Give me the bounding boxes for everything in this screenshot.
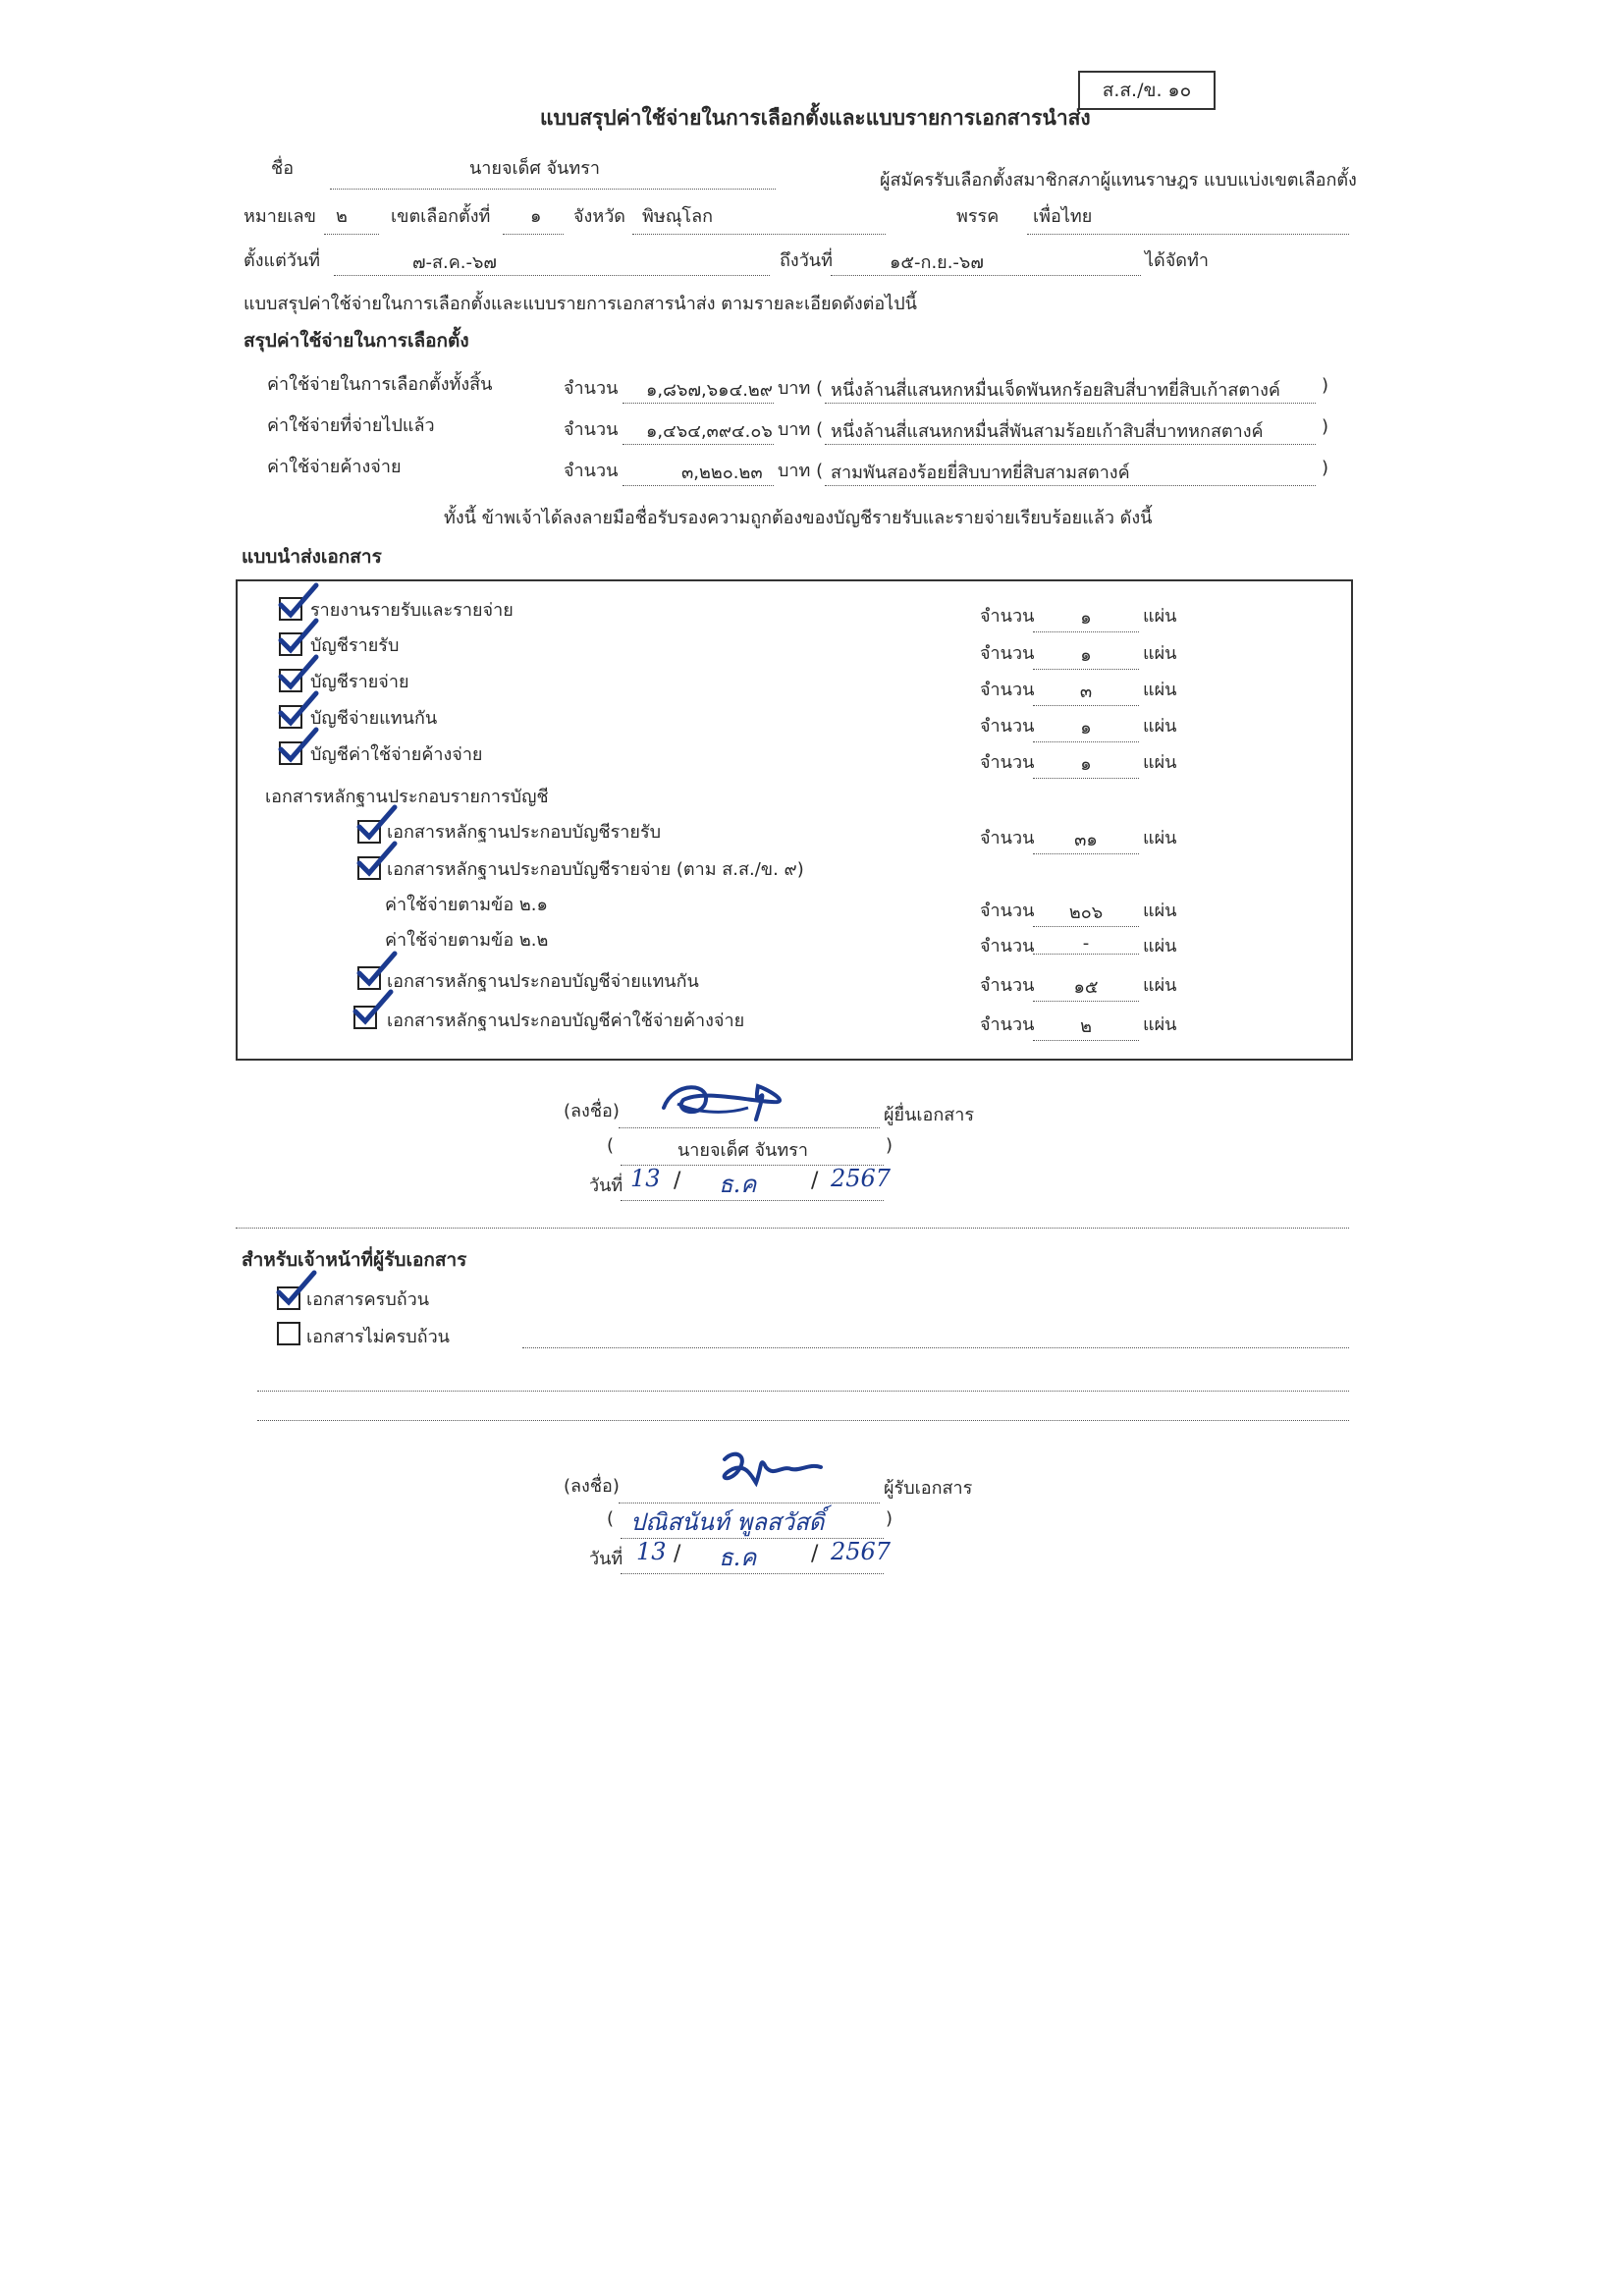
- amount-line: [623, 444, 774, 445]
- document-label: บัญชีจ่ายแทนกัน: [310, 708, 438, 729]
- to-date: ๑๕-ก.ย.-๖๗: [890, 252, 984, 273]
- from-label: ตั้งแต่วันที่: [244, 250, 321, 271]
- open-paren: (: [607, 1135, 615, 1156]
- amount-label: จำนวน: [980, 716, 1035, 737]
- evidence-label: ค่าใช้จ่ายตามข้อ ๒.๑: [385, 895, 548, 915]
- number-line: [324, 234, 379, 235]
- evidence-qty: -: [1033, 933, 1139, 955]
- officer-date-month: ธ.ค: [719, 1544, 757, 1571]
- amount-label: จำนวน: [980, 1014, 1035, 1035]
- close-paren: ): [886, 1135, 893, 1156]
- summary-amount: ๑,๘๖๗,๖๑๔.๒๙: [646, 380, 773, 401]
- unit-label: แผ่น: [1143, 936, 1177, 957]
- complete-label: เอกสารครบถ้วน: [306, 1289, 430, 1310]
- amount-label: จำนวน: [980, 901, 1035, 921]
- date-slash: /: [674, 1542, 681, 1566]
- summary-label: ค่าใช้จ่ายค้างจ่าย: [267, 457, 402, 477]
- officer-date-line: [621, 1573, 884, 1574]
- baht-label: บาท (: [778, 378, 824, 399]
- officer-signature: [707, 1438, 835, 1497]
- summary-amount: ๑,๔๖๔,๓๙๔.๐๖: [646, 421, 773, 442]
- province-label: จังหวัด: [573, 206, 625, 227]
- unit-label: แผ่น: [1143, 606, 1177, 627]
- summary-words: หนึ่งล้านสี่แสนหกหมื่นสี่พันสามร้อยเก้าสิบสี่บาทหกสตางค์: [831, 421, 1264, 442]
- note-line: [257, 1391, 1349, 1392]
- section-divider: [236, 1228, 1349, 1229]
- amount-label: จำนวน: [980, 936, 1035, 957]
- amount-line: [623, 403, 774, 404]
- document-qty: ๓: [1033, 677, 1139, 706]
- evidence-heading: เอกสารหลักฐานประกอบรายการบัญชี: [265, 787, 549, 807]
- district-value: ๑: [530, 206, 542, 227]
- incomplete-label: เอกสารไม่ครบถ้วน: [306, 1327, 450, 1347]
- from-line: [334, 275, 770, 276]
- submitter-date-label: วันที่: [589, 1175, 623, 1196]
- officer-heading: สำหรับเจ้าหน้าที่ผู้รับเอกสาร: [242, 1249, 467, 1271]
- document-qty: ๑: [1033, 640, 1139, 670]
- document-label: บัญชีรายจ่าย: [310, 672, 409, 692]
- summary-label: ค่าใช้จ่ายที่จ่ายไปแล้ว: [267, 415, 435, 436]
- unit-label: แผ่น: [1143, 975, 1177, 996]
- amount-label: จำนวน: [564, 419, 619, 440]
- evidence-qty: ๑๕: [1033, 972, 1139, 1002]
- submitter-date-line: [621, 1200, 884, 1201]
- amount-label: จำนวน: [980, 828, 1035, 848]
- words-line: [825, 403, 1316, 404]
- evidence-label: ค่าใช้จ่ายตามข้อ ๒.๒: [385, 930, 549, 951]
- unit-label: แผ่น: [1143, 828, 1177, 848]
- evidence-qty: ๒๐๖: [1033, 898, 1139, 927]
- summary-amount: ๓,๒๒๐.๒๓: [681, 463, 763, 483]
- submitter-sign-line: [619, 1127, 880, 1128]
- date-slash: /: [811, 1169, 819, 1193]
- amount-label: จำนวน: [980, 752, 1035, 773]
- summary-words: หนึ่งล้านสี่แสนหกหมื่นเจ็ดพันหกร้อยสิบสี่บาทยี่สิบเก้าสตางค์: [831, 380, 1280, 401]
- summary-words: สามพันสองร้อยยี่สิบบาทยี่สิบสามสตางค์: [831, 463, 1130, 483]
- close-paren: ): [1322, 375, 1329, 396]
- words-line: [825, 444, 1316, 445]
- baht-label: บาท (: [778, 461, 824, 481]
- to-line: [831, 275, 1141, 276]
- evidence-qty: ๓๑: [1033, 825, 1139, 854]
- incomplete-checkbox[interactable]: [277, 1322, 300, 1345]
- officer-date-day: 13: [636, 1538, 667, 1565]
- submitter-name: นายจเด็ศ จันทรา: [677, 1140, 808, 1161]
- officer-date-label: วันที่: [589, 1549, 623, 1569]
- submitter-role: ผู้ยื่นเอกสาร: [884, 1105, 975, 1125]
- submitter-date-month: ธ.ค: [719, 1171, 757, 1198]
- amount-label: จำนวน: [980, 680, 1035, 700]
- amount-label: จำนวน: [564, 461, 619, 481]
- unit-label: แผ่น: [1143, 1014, 1177, 1035]
- amount-label: จำนวน: [564, 378, 619, 399]
- close-paren: ): [886, 1508, 893, 1529]
- evidence-label: เอกสารหลักฐานประกอบบัญชีจ่ายแทนกัน: [387, 971, 699, 992]
- officer-date-year: 2567: [831, 1538, 892, 1565]
- province-value: พิษณุโลก: [642, 206, 714, 227]
- candidate-role: ผู้สมัครรับเลือกตั้งสมาชิกสภาผู้แทนราษฎร แบบแบ่งเขตเลือกตั้ง: [880, 170, 1357, 191]
- close-paren: ): [1322, 416, 1329, 437]
- party-value: เพื่อไทย: [1033, 206, 1093, 227]
- name-label: ชื่อ: [271, 158, 295, 179]
- district-label: เขตเลือกตั้งที่: [391, 206, 491, 227]
- candidate-name: นายจเด็ศ จันทรา: [469, 158, 600, 179]
- amount-line: [623, 485, 774, 486]
- certify-text: ทั้งนี้ ข้าพเจ้าได้ลงลายมือชื่อรับรองความถูกต้องของบัญชีรายรับและรายจ่ายเรียบร้อยแล้ว ดังนี้: [444, 508, 1153, 528]
- document-qty: ๑: [1033, 749, 1139, 779]
- document-qty: ๑: [1033, 713, 1139, 742]
- amount-label: จำนวน: [980, 643, 1035, 664]
- number-label: หมายเลข: [244, 206, 316, 227]
- amount-label: จำนวน: [980, 606, 1035, 627]
- district-line: [503, 234, 564, 235]
- unit-label: แผ่น: [1143, 643, 1177, 664]
- date-slash: /: [811, 1542, 819, 1566]
- evidence-qty: ๒: [1033, 1011, 1139, 1041]
- name-line: [330, 189, 776, 190]
- date-slash: /: [674, 1169, 681, 1193]
- note-line: [257, 1420, 1349, 1421]
- intro-text: แบบสรุปค่าใช้จ่ายในการเลือกตั้งและแบบรายการเอกสารนำส่ง ตามรายละเอียดดังต่อไปนี้: [244, 294, 917, 314]
- evidence-label: เอกสารหลักฐานประกอบบัญชีรายจ่าย (ตาม ส.ส./ข. ๙): [387, 859, 804, 880]
- summary-heading: สรุปค่าใช้จ่ายในการเลือกตั้ง: [244, 330, 469, 352]
- party-line: [1027, 234, 1349, 235]
- officer-role: ผู้รับเอกสาร: [884, 1478, 973, 1499]
- documents-heading: แบบนำส่งเอกสาร: [242, 546, 382, 568]
- unit-label: แผ่น: [1143, 716, 1177, 737]
- submitter-sign-label: (ลงชื่อ): [564, 1101, 620, 1121]
- open-paren: (: [607, 1508, 615, 1529]
- evidence-label: เอกสารหลักฐานประกอบบัญชีค่าใช้จ่ายค้างจ่าย: [387, 1011, 745, 1031]
- form-code: ส.ส./ข. ๑๐: [1078, 71, 1216, 110]
- page-title: แบบสรุปค่าใช้จ่ายในการเลือกตั้งและแบบรายการเอกสารนำส่ง: [540, 106, 1091, 130]
- amount-label: จำนวน: [980, 975, 1035, 996]
- document-label: รายงานรายรับและรายจ่าย: [310, 600, 514, 621]
- baht-label: บาท (: [778, 419, 824, 440]
- party-label: พรรค: [956, 206, 1000, 227]
- made-label: ได้จัดทำ: [1145, 250, 1209, 271]
- document-qty: ๑: [1033, 603, 1139, 632]
- unit-label: แผ่น: [1143, 752, 1177, 773]
- evidence-label: เอกสารหลักฐานประกอบบัญชีรายรับ: [387, 822, 662, 843]
- submitter-signature: [654, 1061, 801, 1129]
- document-label: บัญชีรายรับ: [310, 635, 400, 656]
- submitter-date-day: 13: [630, 1165, 661, 1192]
- officer-sign-label: (ลงชื่อ): [564, 1476, 620, 1497]
- candidate-number: ๒: [336, 206, 348, 227]
- close-paren: ): [1322, 458, 1329, 478]
- province-line: [632, 234, 886, 235]
- submitter-date-year: 2567: [831, 1165, 892, 1192]
- unit-label: แผ่น: [1143, 680, 1177, 700]
- summary-label: ค่าใช้จ่ายในการเลือกตั้งทั้งสิ้น: [267, 374, 493, 395]
- document-label: บัญชีค่าใช้จ่ายค้างจ่าย: [310, 744, 483, 765]
- words-line: [825, 485, 1316, 486]
- officer-name: ปณิสนันท์ พูลสวัสดิ์: [630, 1508, 825, 1536]
- unit-label: แผ่น: [1143, 901, 1177, 921]
- to-label: ถึงวันที่: [780, 250, 833, 271]
- from-date: ๗-ส.ค.-๖๗: [412, 252, 497, 273]
- note-line: [522, 1347, 1349, 1348]
